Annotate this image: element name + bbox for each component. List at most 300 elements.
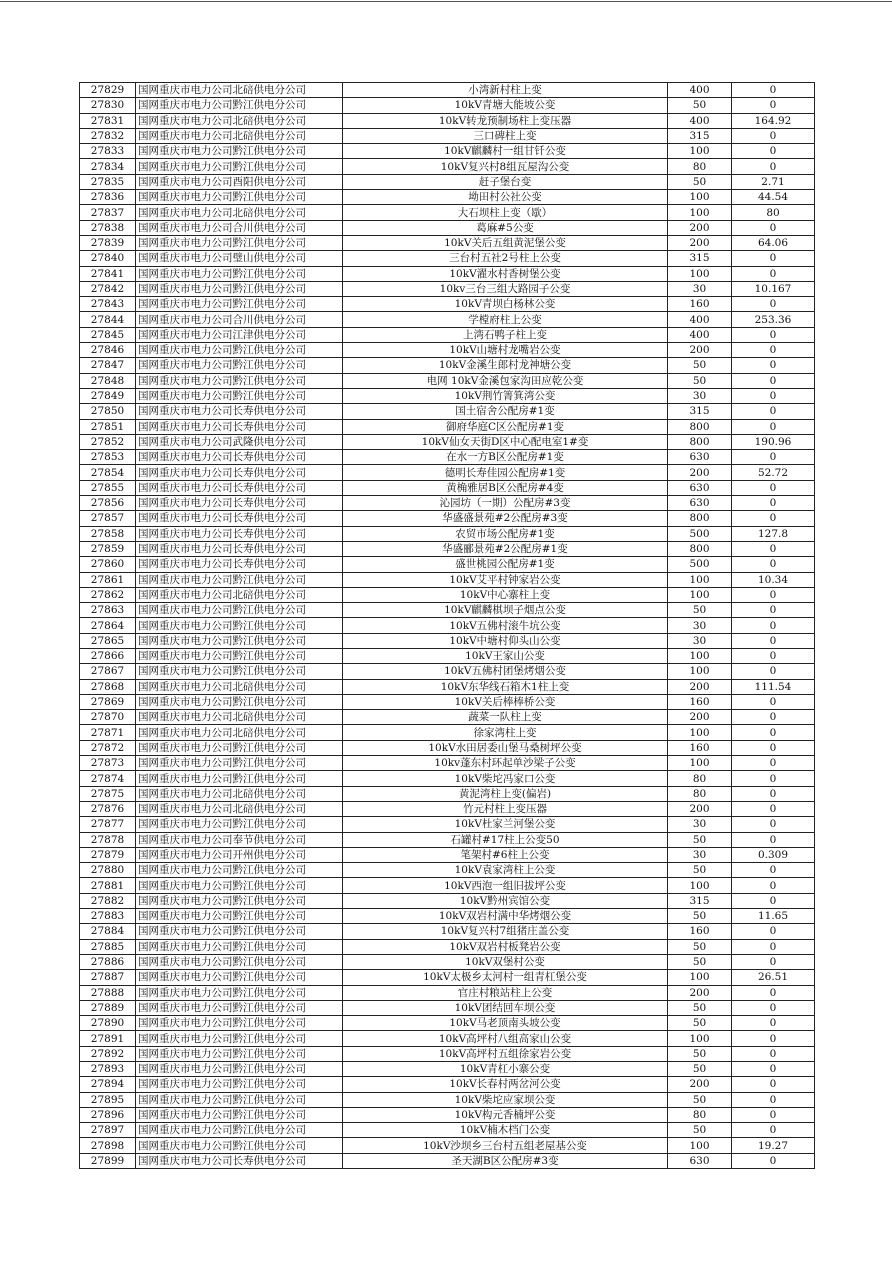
table-row (80, 128, 815, 143)
cell-value: 0 (732, 832, 815, 847)
table-row (80, 679, 815, 694)
cell-id: 27891 (80, 1031, 136, 1046)
table-row (80, 1138, 815, 1153)
table-row (80, 1092, 815, 1107)
cell-capacity: 100 (668, 190, 732, 205)
cell-transformer-name: 蔬菜一队柱上变 (343, 710, 668, 725)
cell-value: 0 (732, 450, 815, 465)
cell-id: 27834 (80, 159, 136, 174)
cell-capacity: 100 (668, 664, 732, 679)
cell-transformer-name: 10kV青杠小寨公变 (343, 1062, 668, 1077)
cell-id: 27829 (80, 83, 136, 98)
table-row (80, 557, 815, 572)
transformer-table (79, 82, 815, 1169)
cell-transformer-name: 10kV柴坨应家坝公变 (343, 1092, 668, 1107)
cell-company: 国网重庆市电力公司北碚供电分公司 (136, 679, 343, 694)
cell-transformer-name: 10kV袁家湾柱上公变 (343, 863, 668, 878)
cell-value: 0 (732, 1000, 815, 1015)
cell-capacity: 100 (668, 756, 732, 771)
cell-company: 国网重庆市电力公司黔江供电分公司 (136, 98, 343, 113)
cell-capacity: 500 (668, 557, 732, 572)
cell-id: 27886 (80, 954, 136, 969)
cell-id: 27870 (80, 710, 136, 725)
cell-value: 0 (732, 1077, 815, 1092)
cell-company: 国网重庆市电力公司北碚供电分公司 (136, 205, 343, 220)
cell-transformer-name: 10kV楠木档门公变 (343, 1123, 668, 1138)
cell-id: 27849 (80, 388, 136, 403)
table-row (80, 710, 815, 725)
cell-value: 0 (732, 725, 815, 740)
cell-company: 国网重庆市电力公司黔江供电分公司 (136, 633, 343, 648)
cell-company: 国网重庆市电力公司北碚供电分公司 (136, 83, 343, 98)
cell-id: 27845 (80, 327, 136, 342)
cell-id: 27897 (80, 1123, 136, 1138)
cell-value: 0 (732, 694, 815, 709)
cell-id: 27875 (80, 786, 136, 801)
table-row (80, 603, 815, 618)
table-row (80, 740, 815, 755)
cell-id: 27874 (80, 771, 136, 786)
table-row (80, 83, 815, 98)
cell-value: 80 (732, 205, 815, 220)
cell-id: 27839 (80, 235, 136, 250)
cell-transformer-name: 三台村五社2号柱上公变 (343, 251, 668, 266)
cell-transformer-name: 三口碑柱上变 (343, 128, 668, 143)
table-row (80, 847, 815, 862)
cell-company: 国网重庆市电力公司黔江供电分公司 (136, 694, 343, 709)
cell-capacity: 315 (668, 251, 732, 266)
cell-id: 27866 (80, 648, 136, 663)
cell-company: 国网重庆市电力公司黔江供电分公司 (136, 603, 343, 618)
table-row (80, 1123, 815, 1138)
cell-company: 国网重庆市电力公司黔江供电分公司 (136, 144, 343, 159)
cell-value: 0 (732, 1153, 815, 1168)
cell-capacity: 200 (668, 1077, 732, 1092)
cell-company: 国网重庆市电力公司长寿供电分公司 (136, 1153, 343, 1168)
cell-value: 11.65 (732, 909, 815, 924)
cell-value: 0 (732, 83, 815, 98)
cell-capacity: 630 (668, 480, 732, 495)
cell-id: 27838 (80, 220, 136, 235)
table-row (80, 1046, 815, 1061)
cell-value: 0 (732, 557, 815, 572)
table-row (80, 358, 815, 373)
cell-transformer-name: 10kV团结回车坝公变 (343, 1000, 668, 1015)
cell-capacity: 50 (668, 1062, 732, 1077)
cell-company: 国网重庆市电力公司黔江供电分公司 (136, 863, 343, 878)
cell-id: 27896 (80, 1107, 136, 1122)
cell-id: 27881 (80, 878, 136, 893)
cell-company: 国网重庆市电力公司黔江供电分公司 (136, 373, 343, 388)
cell-id: 27879 (80, 847, 136, 862)
cell-id: 27869 (80, 694, 136, 709)
cell-id: 27850 (80, 404, 136, 419)
cell-company: 国网重庆市电力公司奉节供电分公司 (136, 832, 343, 847)
cell-company: 国网重庆市电力公司黔江供电分公司 (136, 878, 343, 893)
cell-transformer-name: 10kV沙坝乡三台村五组老屋基公变 (343, 1138, 668, 1153)
cell-company: 国网重庆市电力公司武隆供电分公司 (136, 434, 343, 449)
cell-value: 0 (732, 771, 815, 786)
cell-company: 国网重庆市电力公司长寿供电分公司 (136, 419, 343, 434)
table-row (80, 266, 815, 281)
cell-transformer-name: 农贸市场公配房#1变 (343, 526, 668, 541)
cell-capacity: 100 (668, 1138, 732, 1153)
cell-id: 27894 (80, 1077, 136, 1092)
table-row (80, 434, 815, 449)
table-row (80, 633, 815, 648)
cell-value: 0.309 (732, 847, 815, 862)
cell-capacity: 200 (668, 801, 732, 816)
cell-transformer-name: 10kV东华线石箱木1柱上变 (343, 679, 668, 694)
cell-transformer-name: 10kV荆竹箐箕湾公变 (343, 388, 668, 403)
table-row (80, 144, 815, 159)
table-row (80, 725, 815, 740)
cell-id: 27842 (80, 281, 136, 296)
cell-value: 52.72 (732, 465, 815, 480)
table-row (80, 480, 815, 495)
cell-value: 0 (732, 1123, 815, 1138)
cell-capacity: 100 (668, 648, 732, 663)
cell-value: 26.51 (732, 970, 815, 985)
cell-capacity: 50 (668, 358, 732, 373)
cell-transformer-name: 10kV黔州宾馆公变 (343, 893, 668, 908)
cell-capacity: 50 (668, 603, 732, 618)
cell-value: 0 (732, 159, 815, 174)
cell-value: 2.71 (732, 174, 815, 189)
table-row (80, 1000, 815, 1015)
cell-capacity: 50 (668, 832, 732, 847)
table-row (80, 281, 815, 296)
cell-value: 19.27 (732, 1138, 815, 1153)
cell-id: 27899 (80, 1153, 136, 1168)
cell-value: 0 (732, 419, 815, 434)
table-row (80, 771, 815, 786)
cell-transformer-name: 沁园坊（一期）公配房#3变 (343, 496, 668, 511)
table-row (80, 832, 815, 847)
table-row (80, 1031, 815, 1046)
cell-company: 国网重庆市电力公司黔江供电分公司 (136, 970, 343, 985)
cell-value: 44.54 (732, 190, 815, 205)
cell-capacity: 30 (668, 633, 732, 648)
table-row (80, 190, 815, 205)
cell-transformer-name: 10kV中塘村仰头山公变 (343, 633, 668, 648)
cell-value: 0 (732, 98, 815, 113)
cell-transformer-name: 10kV长春村两岔河公变 (343, 1077, 668, 1092)
cell-value: 127.8 (732, 526, 815, 541)
cell-value: 0 (732, 343, 815, 358)
cell-capacity: 630 (668, 496, 732, 511)
cell-capacity: 400 (668, 327, 732, 342)
table-row (80, 893, 815, 908)
cell-transformer-name: 在水一方B区公配房#1变 (343, 450, 668, 465)
cell-value: 64.06 (732, 235, 815, 250)
cell-value: 164.92 (732, 113, 815, 128)
cell-transformer-name: 学樘府柱上公变 (343, 312, 668, 327)
cell-value: 0 (732, 220, 815, 235)
cell-company: 国网重庆市电力公司黔江供电分公司 (136, 771, 343, 786)
cell-company: 国网重庆市电力公司合川供电分公司 (136, 312, 343, 327)
cell-transformer-name: 10kV复兴村8组瓦屋沟公变 (343, 159, 668, 174)
cell-transformer-name: 石罐村#17柱上公变50 (343, 832, 668, 847)
table-row (80, 297, 815, 312)
cell-id: 27876 (80, 801, 136, 816)
cell-value: 0 (732, 710, 815, 725)
cell-value: 0 (732, 144, 815, 159)
table-row (80, 985, 815, 1000)
cell-id: 27863 (80, 603, 136, 618)
cell-transformer-name: 10kV高坪村五组徐家岩公变 (343, 1046, 668, 1061)
cell-transformer-name: 10kV双岩村满中华烤烟公变 (343, 909, 668, 924)
cell-company: 国网重庆市电力公司长寿供电分公司 (136, 496, 343, 511)
cell-capacity: 800 (668, 541, 732, 556)
table-row (80, 235, 815, 250)
cell-value: 0 (732, 128, 815, 143)
cell-transformer-name: 德明长寿佳园公配房#1变 (343, 465, 668, 480)
cell-transformer-name: 10kV构元香楠坪公变 (343, 1107, 668, 1122)
cell-value: 10.167 (732, 281, 815, 296)
cell-capacity: 80 (668, 771, 732, 786)
cell-company: 国网重庆市电力公司黔江供电分公司 (136, 281, 343, 296)
cell-id: 27843 (80, 297, 136, 312)
table-row (80, 327, 815, 342)
cell-transformer-name: 上湾石鸭子柱上变 (343, 327, 668, 342)
cell-transformer-name: 10kV双岩村板凳岩公变 (343, 939, 668, 954)
cell-capacity: 50 (668, 373, 732, 388)
table-row (80, 465, 815, 480)
cell-value: 0 (732, 648, 815, 663)
cell-value: 0 (732, 1046, 815, 1061)
cell-id: 27878 (80, 832, 136, 847)
cell-capacity: 800 (668, 511, 732, 526)
table-row (80, 756, 815, 771)
cell-transformer-name: 10kV麒麟村一组甘钎公变 (343, 144, 668, 159)
cell-company: 国网重庆市电力公司江津供电分公司 (136, 327, 343, 342)
cell-transformer-name: 10kV转龙预制场柱上变压器 (343, 113, 668, 128)
table-row (80, 526, 815, 541)
cell-transformer-name: 10kV五佛村滚牛坑公变 (343, 618, 668, 633)
cell-company: 国网重庆市电力公司黔江供电分公司 (136, 648, 343, 663)
table-row (80, 251, 815, 266)
cell-transformer-name: 坳田村公社公变 (343, 190, 668, 205)
cell-transformer-name: 黄桷雅居B区公配房#4变 (343, 480, 668, 495)
cell-capacity: 315 (668, 128, 732, 143)
cell-value: 0 (732, 985, 815, 1000)
cell-id: 27868 (80, 679, 136, 694)
cell-capacity: 630 (668, 1153, 732, 1168)
cell-transformer-name: 徐家湾柱上变 (343, 725, 668, 740)
cell-value: 0 (732, 893, 815, 908)
cell-transformer-name: 10kV仙女天街D区中心配电室1#变 (343, 434, 668, 449)
cell-id: 27883 (80, 909, 136, 924)
cell-company: 国网重庆市电力公司长寿供电分公司 (136, 450, 343, 465)
cell-capacity: 30 (668, 847, 732, 862)
cell-transformer-name: 10kv蓬东村环起单沙梁子公变 (343, 756, 668, 771)
table-row (80, 419, 815, 434)
cell-value: 10.34 (732, 572, 815, 587)
cell-transformer-name: 10kV双堡村公变 (343, 954, 668, 969)
cell-transformer-name: 10kv三台三组大路园子公变 (343, 281, 668, 296)
table-row (80, 817, 815, 832)
cell-capacity: 400 (668, 113, 732, 128)
cell-capacity: 100 (668, 878, 732, 893)
cell-transformer-name: 10kV王家山公变 (343, 648, 668, 663)
table-row (80, 98, 815, 113)
cell-capacity: 160 (668, 924, 732, 939)
cell-id: 27864 (80, 618, 136, 633)
cell-capacity: 200 (668, 985, 732, 1000)
cell-company: 国网重庆市电力公司黔江供电分公司 (136, 343, 343, 358)
cell-transformer-name: 华盛盛景苑#2公配房#3变 (343, 511, 668, 526)
cell-id: 27861 (80, 572, 136, 587)
cell-capacity: 50 (668, 1046, 732, 1061)
cell-id: 27835 (80, 174, 136, 189)
table-row (80, 1016, 815, 1031)
cell-capacity: 30 (668, 817, 732, 832)
cell-id: 27830 (80, 98, 136, 113)
cell-capacity: 400 (668, 83, 732, 98)
cell-value: 0 (732, 327, 815, 342)
cell-company: 国网重庆市电力公司黔江供电分公司 (136, 1123, 343, 1138)
cell-id: 27862 (80, 587, 136, 602)
table-row (80, 404, 815, 419)
table-row (80, 113, 815, 128)
table-row (80, 970, 815, 985)
table-row (80, 786, 815, 801)
cell-id: 27865 (80, 633, 136, 648)
cell-id: 27885 (80, 939, 136, 954)
cell-capacity: 50 (668, 98, 732, 113)
cell-value: 0 (732, 756, 815, 771)
cell-company: 国网重庆市电力公司北碚供电分公司 (136, 587, 343, 602)
cell-company: 国网重庆市电力公司黔江供电分公司 (136, 159, 343, 174)
cell-company: 国网重庆市电力公司黔江供电分公司 (136, 924, 343, 939)
table-row (80, 648, 815, 663)
cell-transformer-name: 笔架村#6柱上公变 (343, 847, 668, 862)
cell-capacity: 50 (668, 1123, 732, 1138)
cell-capacity: 80 (668, 1107, 732, 1122)
cell-transformer-name: 葛麻#5公变 (343, 220, 668, 235)
cell-company: 国网重庆市电力公司黔江供电分公司 (136, 297, 343, 312)
cell-company: 国网重庆市电力公司黔江供电分公司 (136, 266, 343, 281)
cell-transformer-name: 10kV西泡一组旧拔坪公变 (343, 878, 668, 893)
table-row (80, 205, 815, 220)
cell-id: 27880 (80, 863, 136, 878)
cell-id: 27837 (80, 205, 136, 220)
cell-value: 0 (732, 924, 815, 939)
cell-capacity: 50 (668, 909, 732, 924)
cell-capacity: 30 (668, 618, 732, 633)
cell-company: 国网重庆市电力公司开州供电分公司 (136, 847, 343, 862)
cell-company: 国网重庆市电力公司黔江供电分公司 (136, 1046, 343, 1061)
cell-transformer-name: 10kV杜家兰河堡公变 (343, 817, 668, 832)
cell-company: 国网重庆市电力公司黔江供电分公司 (136, 358, 343, 373)
cell-id: 27860 (80, 557, 136, 572)
cell-capacity: 30 (668, 281, 732, 296)
cell-company: 国网重庆市电力公司黔江供电分公司 (136, 909, 343, 924)
cell-capacity: 315 (668, 893, 732, 908)
cell-company: 国网重庆市电力公司黔江供电分公司 (136, 618, 343, 633)
cell-company: 国网重庆市电力公司北碚供电分公司 (136, 725, 343, 740)
cell-value: 0 (732, 1092, 815, 1107)
table-row (80, 572, 815, 587)
cell-value: 0 (732, 1062, 815, 1077)
cell-capacity: 800 (668, 419, 732, 434)
table-row (80, 220, 815, 235)
cell-capacity: 50 (668, 939, 732, 954)
cell-capacity: 100 (668, 572, 732, 587)
cell-company: 国网重庆市电力公司黔江供电分公司 (136, 388, 343, 403)
cell-capacity: 160 (668, 297, 732, 312)
cell-capacity: 315 (668, 404, 732, 419)
cell-company: 国网重庆市电力公司黔江供电分公司 (136, 1077, 343, 1092)
cell-id: 27853 (80, 450, 136, 465)
table-row (80, 174, 815, 189)
cell-id: 27892 (80, 1046, 136, 1061)
table-body (80, 83, 815, 1169)
cell-id: 27856 (80, 496, 136, 511)
cell-capacity: 200 (668, 710, 732, 725)
cell-id: 27848 (80, 373, 136, 388)
cell-company: 国网重庆市电力公司黔江供电分公司 (136, 235, 343, 250)
table-row (80, 1107, 815, 1122)
cell-id: 27858 (80, 526, 136, 541)
cell-company: 国网重庆市电力公司黔江供电分公司 (136, 664, 343, 679)
cell-company: 国网重庆市电力公司酉阳供电分公司 (136, 174, 343, 189)
cell-capacity: 50 (668, 954, 732, 969)
table-row (80, 1153, 815, 1168)
cell-transformer-name: 10kV艾平村钟家岩公变 (343, 572, 668, 587)
cell-id: 27889 (80, 1000, 136, 1015)
cell-transformer-name: 10kV山塘村龙嘴岩公变 (343, 343, 668, 358)
cell-capacity: 630 (668, 450, 732, 465)
cell-value: 0 (732, 786, 815, 801)
cell-value: 0 (732, 618, 815, 633)
cell-capacity: 200 (668, 220, 732, 235)
table-row (80, 924, 815, 939)
cell-transformer-name: 10kV马老顶南头坡公变 (343, 1016, 668, 1031)
cell-id: 27882 (80, 893, 136, 908)
cell-capacity: 160 (668, 740, 732, 755)
cell-company: 国网重庆市电力公司长寿供电分公司 (136, 557, 343, 572)
cell-value: 0 (732, 1107, 815, 1122)
cell-id: 27873 (80, 756, 136, 771)
cell-transformer-name: 10kV中心寨柱上变 (343, 587, 668, 602)
cell-id: 27854 (80, 465, 136, 480)
cell-id: 27871 (80, 725, 136, 740)
cell-transformer-name: 10kV高坪村八组高家山公变 (343, 1031, 668, 1046)
cell-company: 国网重庆市电力公司北碚供电分公司 (136, 710, 343, 725)
cell-value: 0 (732, 587, 815, 602)
cell-id: 27884 (80, 924, 136, 939)
cell-company: 国网重庆市电力公司黔江供电分公司 (136, 1107, 343, 1122)
table-row (80, 388, 815, 403)
cell-id: 27857 (80, 511, 136, 526)
cell-id: 27833 (80, 144, 136, 159)
page-top-rule (0, 1, 892, 2)
cell-id: 27855 (80, 480, 136, 495)
cell-company: 国网重庆市电力公司黔江供电分公司 (136, 572, 343, 587)
cell-value: 0 (732, 603, 815, 618)
cell-value: 0 (732, 480, 815, 495)
cell-capacity: 50 (668, 1092, 732, 1107)
table-row (80, 159, 815, 174)
cell-company: 国网重庆市电力公司黔江供电分公司 (136, 1016, 343, 1031)
table-row (80, 1077, 815, 1092)
cell-company: 国网重庆市电力公司黔江供电分公司 (136, 1062, 343, 1077)
table-row (80, 511, 815, 526)
cell-company: 国网重庆市电力公司长寿供电分公司 (136, 511, 343, 526)
cell-transformer-name: 10kV青坝白杨林公变 (343, 297, 668, 312)
